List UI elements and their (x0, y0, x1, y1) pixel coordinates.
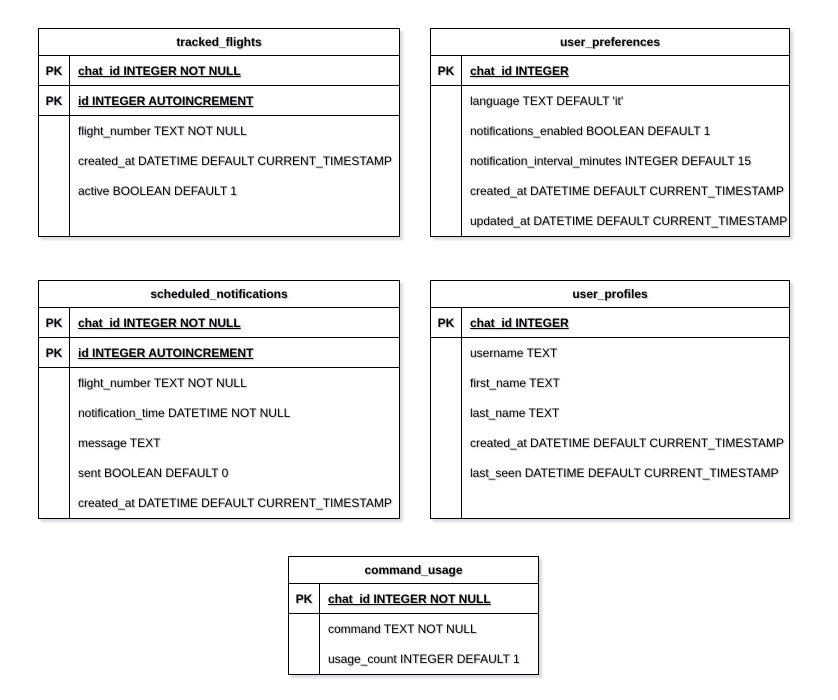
attribute-row: created_at DATETIME DEFAULT CURRENT_TIMESTAMP (470, 436, 784, 450)
attribute-list (462, 338, 789, 518)
attribute-section (431, 86, 789, 236)
attribute-row: updated_at DATETIME DEFAULT CURRENT_TIMESTAMP (470, 214, 788, 228)
attribute-row: flight_number TEXT NOT NULL (78, 124, 247, 138)
pk-badge: PK (39, 308, 70, 337)
primary-key-row (39, 308, 399, 338)
primary-key-column: id INTEGER AUTOINCREMENT (78, 93, 254, 108)
primary-key-column: chat_id INTEGER NOT NULL (78, 315, 241, 330)
primary-key-column: chat_id INTEGER NOT NULL (328, 591, 491, 606)
primary-key-row (289, 584, 538, 614)
attribute-row: last_seen DATETIME DEFAULT CURRENT_TIMESTAMP (470, 466, 779, 480)
attribute-row: usage_count INTEGER DEFAULT 1 (328, 652, 520, 666)
pk-gutter (431, 86, 462, 236)
entity-title: tracked_flights (39, 29, 399, 56)
attribute-row: notification_interval_minutes INTEGER DEFAULT 15 (470, 154, 752, 168)
pk-badge: PK (289, 584, 320, 613)
attribute-row: message TEXT (78, 436, 161, 450)
entity-user_preferences (430, 28, 790, 237)
attribute-row: created_at DATETIME DEFAULT CURRENT_TIMESTAMP (78, 496, 392, 510)
attribute-row: sent BOOLEAN DEFAULT 0 (78, 466, 229, 480)
attribute-row: active BOOLEAN DEFAULT 1 (78, 184, 237, 198)
entity-title: scheduled_notifications (39, 281, 399, 308)
attribute-list (462, 86, 789, 236)
attribute-row: created_at DATETIME DEFAULT CURRENT_TIMESTAMP (78, 154, 392, 168)
entity-title: user_preferences (431, 29, 789, 56)
attribute-row: notifications_enabled BOOLEAN DEFAULT 1 (470, 124, 711, 138)
attribute-section (431, 338, 789, 518)
primary-key-row (39, 56, 399, 86)
primary-key-column: chat_id INTEGER (470, 315, 569, 330)
pk-gutter (289, 614, 320, 674)
entity-command_usage (288, 556, 539, 675)
primary-key-column: chat_id INTEGER (470, 63, 569, 78)
entity-scheduled_notifications (38, 280, 400, 519)
entity-title: user_profiles (431, 281, 789, 308)
primary-key-column: chat_id INTEGER NOT NULL (78, 63, 241, 78)
pk-badge: PK (431, 56, 462, 85)
attribute-row: last_name TEXT (470, 406, 560, 420)
attribute-row: created_at DATETIME DEFAULT CURRENT_TIMESTAMP (470, 184, 784, 198)
attribute-row: username TEXT (470, 346, 558, 360)
attribute-row: command TEXT NOT NULL (328, 622, 477, 636)
pk-gutter (39, 368, 70, 518)
primary-key-row (431, 56, 789, 86)
pk-badge: PK (39, 56, 70, 85)
attribute-section (289, 614, 538, 674)
attribute-row: flight_number TEXT NOT NULL (78, 376, 247, 390)
attribute-list (320, 614, 538, 674)
attribute-row: language TEXT DEFAULT 'it' (470, 94, 624, 108)
attribute-section (39, 368, 399, 518)
pk-gutter (431, 338, 462, 518)
entity-title: command_usage (289, 557, 538, 584)
primary-key-row (39, 86, 399, 116)
primary-key-column: id INTEGER AUTOINCREMENT (78, 345, 254, 360)
attribute-row: notification_time DATETIME NOT NULL (78, 406, 291, 420)
pk-gutter (39, 116, 70, 236)
pk-badge: PK (39, 86, 70, 115)
attribute-list (70, 368, 399, 518)
primary-key-row (431, 308, 789, 338)
entity-tracked_flights (38, 28, 400, 237)
attribute-list (70, 116, 399, 236)
entity-user_profiles (430, 280, 790, 519)
attribute-section (39, 116, 399, 236)
pk-badge: PK (431, 308, 462, 337)
primary-key-row (39, 338, 399, 368)
attribute-row: first_name TEXT (470, 376, 560, 390)
pk-badge: PK (39, 338, 70, 367)
